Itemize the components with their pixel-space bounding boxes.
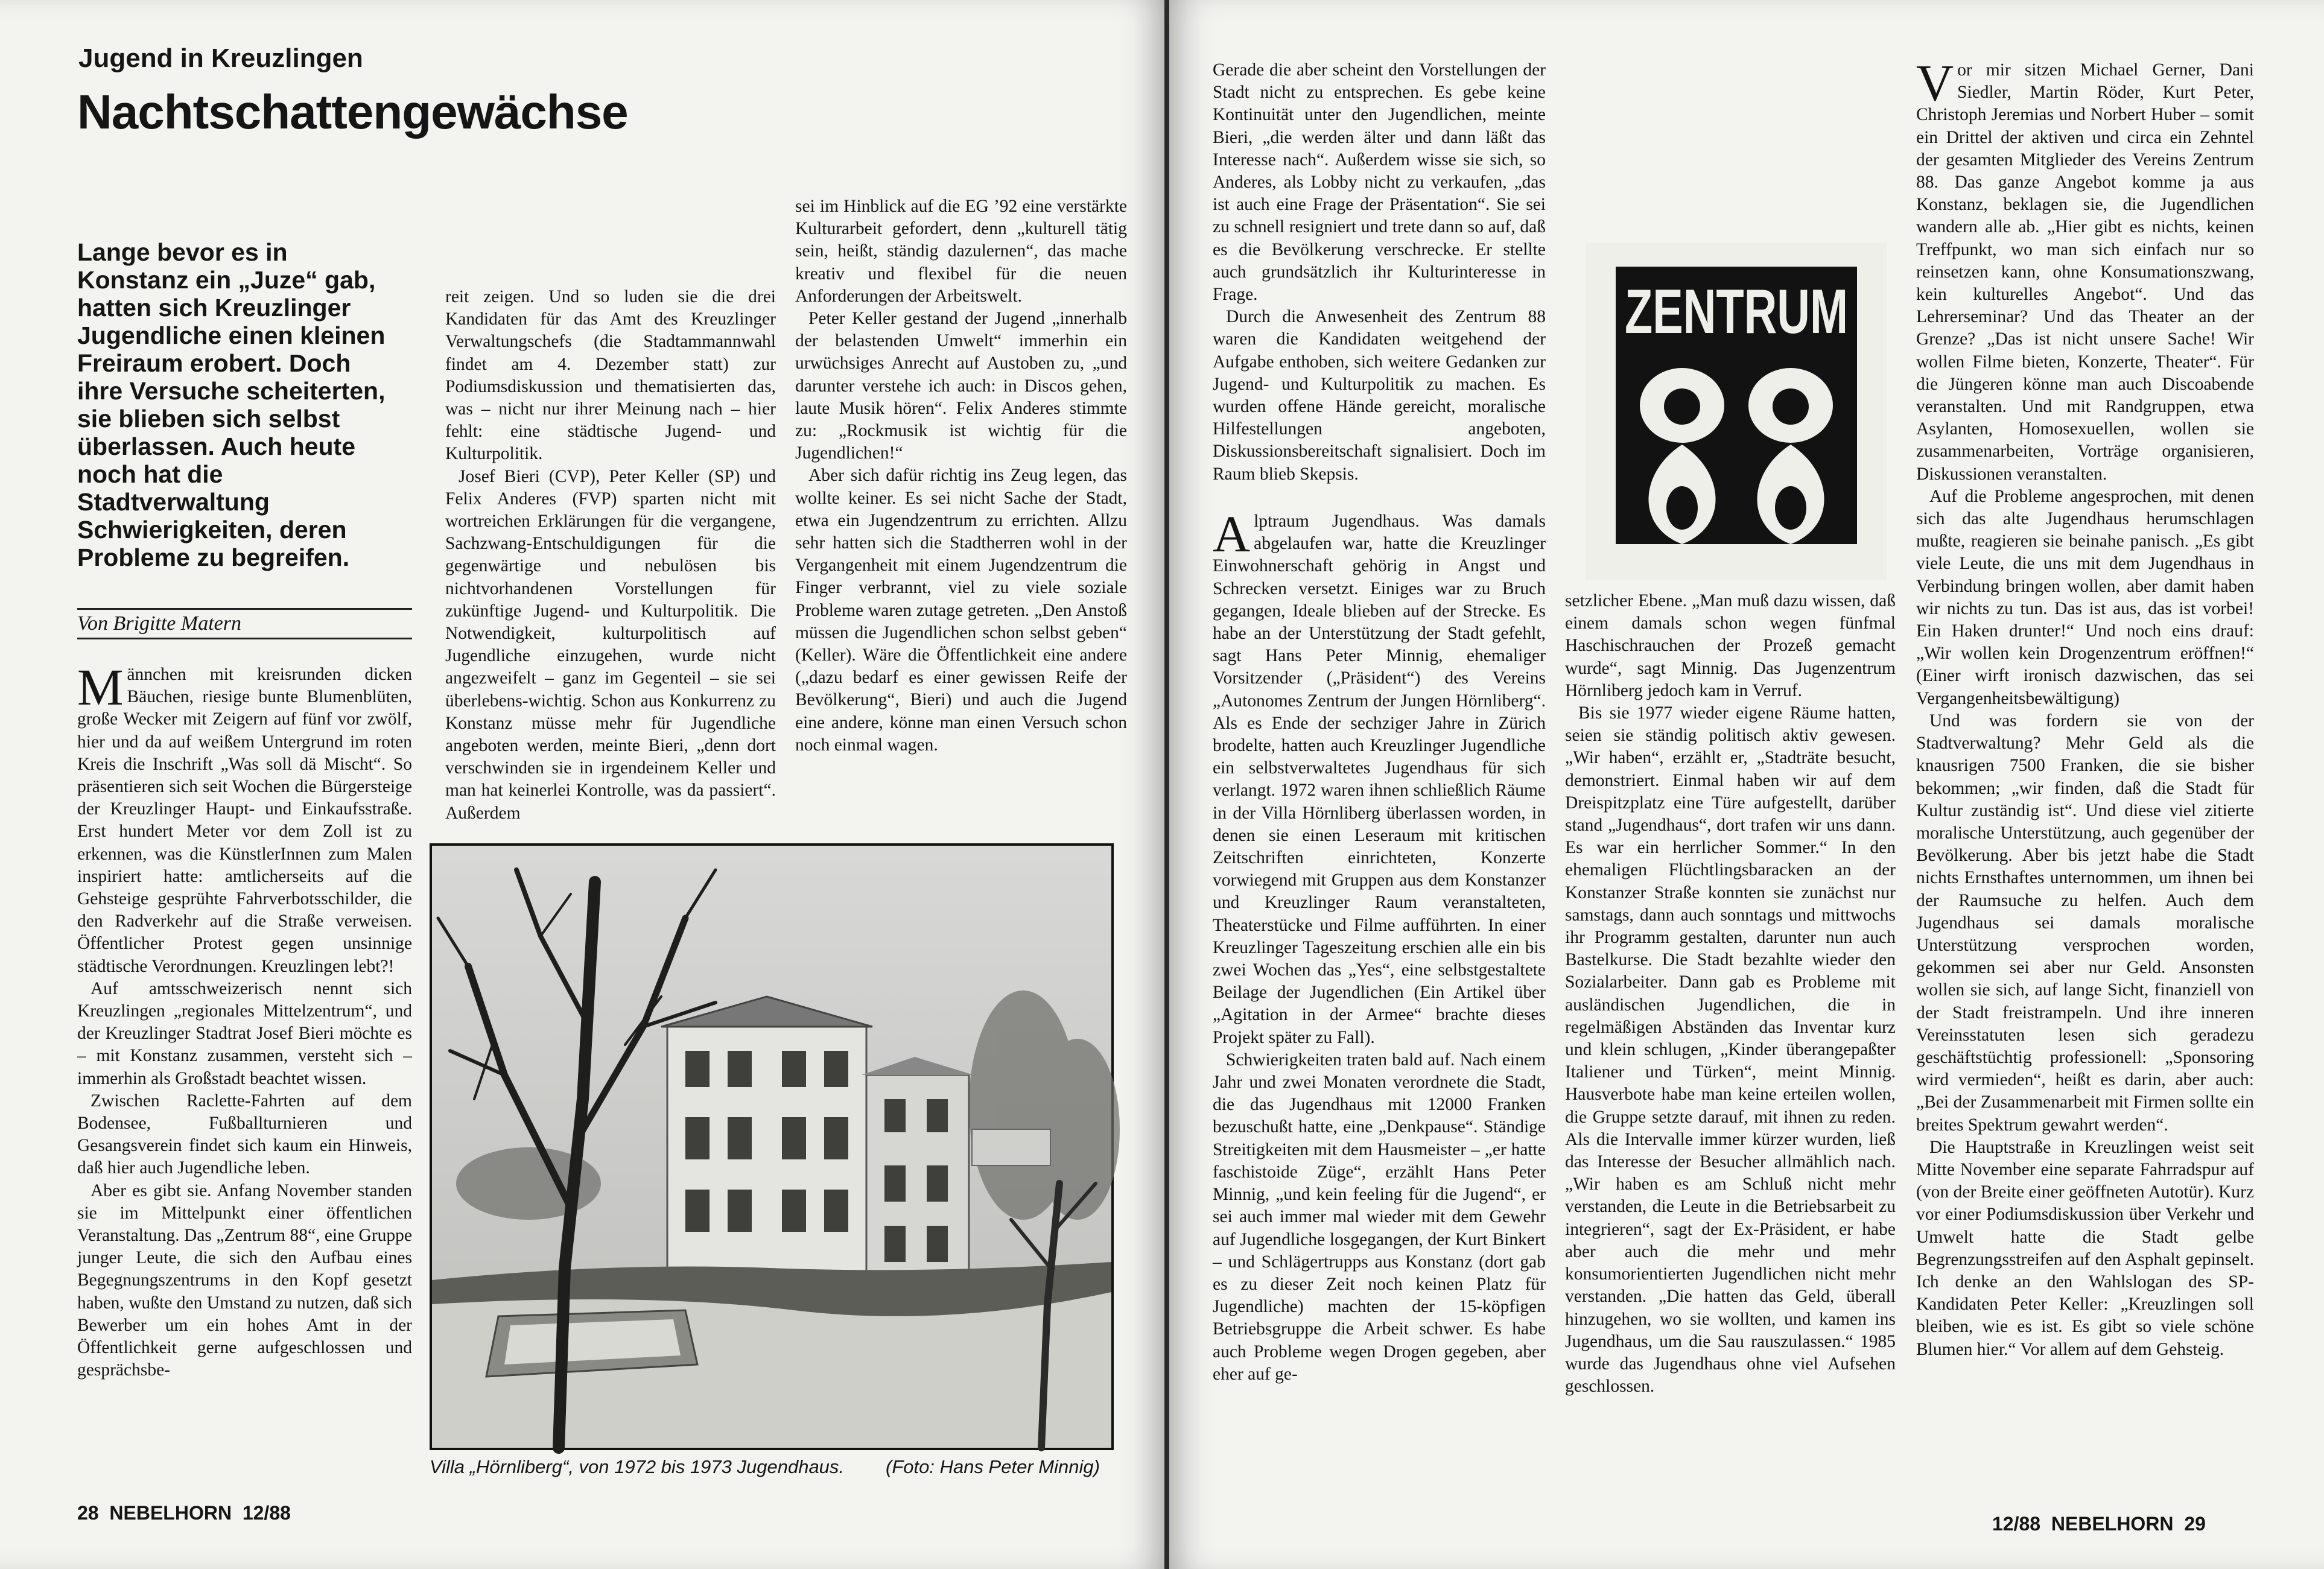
right-column-1-bottom	[1213, 505, 1546, 1386]
drop-cap: M	[77, 658, 124, 716]
paragraph: Zwischen Raclette-Fahrten auf dem Bodensee, Fußballturnieren und Gesangsverein findet sich kaum ein Hinweis, daß hier auch Jugendliche leben.	[77, 1091, 412, 1178]
logo-mark	[1586, 242, 1887, 580]
kicker: Jugend in Kreuzlingen	[78, 43, 363, 73]
left-column-2	[445, 286, 776, 825]
paragraph: Gerade die aber scheint den Vorstellungen der Stadt nicht zu entsprechen. Es gebe keine Kontinuität unter den Jugendlichen, meinte Bieri, „die werden älter und dann läßt das Interesse nach“. Außerdem wisse sie sich, so Anderes, als Lobby nicht zu verkaufen, „das ist auch eine Frage der Präsentation“. Sie sei zu schnell resigniert und trete dann so auf, daß es die Bevölkerung verschrecke. Er stellte auch grundsätzlich ihr Kulturinteresse in Frage.	[1213, 60, 1546, 305]
paragraph: Peter Keller gestand der Jugend „innerhalb der belastenden Umwelt“ immerhin ein urwüchsiges Anrecht auf Austoben zu, „und darunter verstehe ich auch: in Discos gehen, laute Musik hören“. Felix Anderes stimmte zu: „Rockmusik ist wichtig für die Jugendlichen!“	[795, 309, 1127, 463]
zentrum-88-logo	[1586, 242, 1887, 580]
byline: Von Brigitte Matern	[77, 608, 412, 639]
villa-illustration	[432, 846, 1111, 1448]
paragraph: Aber es gibt sie. Anfang November standen sie im Mittelpunkt einer öffentlichen Veranstaltung. Das „Zentrum 88“, eine Gruppe junger Leute, die sich den Aufbau eines Begegnungszentrums in den Kopf gesetzt haben, wußte den Umstand zu nutzen, daß sich Bewerber um ein hohes Amt in der Öffentlichkeit gerne aufgeschlossen und gesprächsbe-	[77, 1181, 412, 1380]
villa-photo	[430, 843, 1114, 1450]
right-column-3	[1916, 54, 2254, 1361]
right-column-1-top	[1213, 59, 1546, 486]
paragraph: Aber sich dafür richtig ins Zeug legen, das wollte keiner. Es sei nicht Sache der Stadt, etwa ein Jugendzentrum zu errichten. Allzu sehr hatten sich die Stadtherren wohl in der Vergangenheit mit einem Jugendzentrum die Finger verbrannt, viel zu viele soziale Probleme waren zutage getreten. „Den Anstoß müssen die Jugendlichen schon selbst geben“ (Keller). Wäre die Öffentlichkeit eine andere („dazu bedarf es einer gewissen Reife der Bevölkerung“, Bieri) und auch die Jugend eine andere, könne man einen Versuch schon noch einmal wagen.	[795, 466, 1127, 755]
right-page	[1169, 0, 2324, 1569]
headline: Nachtschattengewächse	[77, 85, 628, 139]
paragraph: reit zeigen. Und so luden sie die drei Kandidaten für das Amt des Kreuzlinger Verwaltungschefs (die Stadtammannwahl findet am 4. Dezember statt) zur Podiumsdiskussion und thematisierten das, was – nicht nur ihrer Meinung nach – hier fehlt: eine städtische Jugend- und Kulturpolitik.	[445, 287, 776, 464]
left-column-3	[795, 195, 1127, 756]
page-gutter	[1164, 0, 1169, 1569]
paragraph: Auf die Probleme angesprochen, mit denen sich das alte Jugendhaus herumschlagen mußte, reagieren sie beinahe panisch. „Es gibt viele Leute, die uns mit dem Jugendhaus in Verbindung bringen wollen, aber damit haben wir nichts zu tun. Das ist aus, das ist vorbei! Ein Haken drunter!“ Und noch eins drauf: „Wir wollen kein Drogenzentrum eröffnen!“ (Einer wirft ironisch dazwischen, das sei Vergangenheitsbewältigung)	[1916, 486, 2254, 708]
right-column-2	[1565, 590, 1896, 1398]
paragraph: Auf amtsschweizerisch nennt sich Kreuzlingen „regionales Mittelzentrum“, und der Kreuzlinger Stadtrat Josef Bieri möchte es – mit Konstanz zusammen, versteht sich – immerhin als Großstadt beachtet wissen.	[77, 978, 412, 1088]
paragraph: Durch die Anwesenheit des Zentrum 88 waren die Kandidaten weitgehend der Aufgabe enthoben, sich weitere Gedanken zur Jugend- und Kulturpolitik zu machen. Es wurden offene Hände gereicht, moralische Hilfestellungen angeboten, Diskussionsbereitschaft signalisiert. Doch im Raum blieb Skepsis.	[1213, 307, 1546, 484]
paragraph: Die Hauptstraße in Kreuzlingen weist seit Mitte November eine separate Fahrradspur auf (von der Breite einer geöffneten Autotür). Kurz vor einer Podiumsdiskussion über Verkehr und Umwelt hatte die Stadt gelbe Begrenzungsstreifen auf den Asphalt gepinselt. Ich denke an den Wahlslogan des SP-Kandidaten Peter Keller: „Kreuzlingen soll bleiben, wie es ist. Es gibt so viele schöne Blumen hier.“ Vor allem auf dem Gehsteig.	[1916, 1137, 2254, 1359]
paragraph: Männchen mit kreisrunden dicken Bäuchen, riesige bunte Blumenblüten, große Wecker mit Zeigern auf fünf vor zwölf, hier und da auf weißem Untergrund im roten Kreis die Inschrift „Was soll dä Mischt“. So präsentieren sich seit Wochen die Bürgersteige der Kreuzlinger Haupt- und Einkaufsstraße. Erst hundert Meter vor dem Zoll ist zu erkennen, was die KünstlerInnen zum Malen inspiriert hatte: amtlicherseits auf die Gehsteige gesprühte Fahrverbotsschilder, die den Radverkehr auf die Straße verweisen. Öffentlicher Protest gegen unsinnige städtische Verordnungen. Kreuzlingen lebt?!	[77, 658, 412, 976]
paragraph: Schwierigkeiten traten bald auf. Nach einem Jahr und zwei Monaten verordnete die Stadt, die das Jugendhaus mit 12000 Franken bezuschußt hatte, eine „Denkpause“. Ständige Streitigkeiten mit dem Hausmeister – „er hatte faschistoide Züge“, erzählt Hans Peter Minnig, „und kein feeling für die Jugend“, er sei auch immer mal wieder mit dem Gewehr auf Jugendliche losgegangen, der Kurt Binkert – und Schlägertrupps aus Konstanz (dort gab es zu dieser Zeit noch keinen Platz für Jugendliche) machten der 15-köpfigen Betriebsgruppe die Arbeit schwer. Es habe auch Probleme wegen Drogen gegeben, aber eher auf ge-	[1213, 1050, 1546, 1384]
lead-paragraph: Lange bevor es in Konstanz ein „Juze“ gab, hatten sich Kreuzlinger Jugendliche einen kleinen Freiraum erobert. Doch ihre Versuche scheiterten, sie blieben sich selbst überlassen. Auch heute noch hat die Stadtverwaltung Schwierigkeiten, deren Probleme zu begreifen.	[77, 238, 386, 571]
left-column-1	[77, 658, 412, 1382]
paragraph: setzlicher Ebene. „Man muß dazu wissen, daß einem damals schon wegen fünfmal Haschischrauchen der Prozeß gemacht wurde“, sagt Minnig. Das Jugenzentrum Hörnliberg jedoch kam in Verruf.	[1565, 591, 1896, 700]
paragraph: Bis sie 1977 wieder eigene Räume hatten, seien sie ständig politisch aktiv gewesen. „Wir haben“, erzählt er, „Stadträte besucht, demonstriert. Einmal haben wir auf dem Dreispitzplatz eine Türe aufgestellt, darüber stand „Jugendhaus“, dort trafen wir uns dann. Es war ein herrlicher Sommer.“ In den ehemaligen Flüchtlingsbaracken an der Konstanzer Straße konnten sie zunächst nur samstags, dann auch sonntags und mittwochs ihr Programm gestalten, darunter nun auch Bastelkurse. Die Stadt bezahlte wieder den Sozialarbeiter. Dann gab es Probleme mit ausländischen Jugendlichen, die in regelmäßigen Abständen das Inventar kurz und klein schlugen, „Kinder überangepaßter Italiener und Türken“, meint Minnig. Hausverbote habe man keine erteilen wollen, die Gruppe setzte darauf, mit ihnen zu reden. Als die Intervalle immer kürzer wurden, ließ das Interesse der Besucher allmählich nach. „Wir haben es am Schluß nicht mehr verstanden, die Leute in die Betriebsarbeit zu integrieren“, sagt der Ex-Präsident, er habe aber auch die mehr und mehr konsumorientierten Jugendlichen nicht mehr verstanden. „Die hatten das Geld, überall hinzugehen, wo sie wollten, und kamen ins Jugendhaus, um die Sau rauszulassen.“ 1985 wurde das Jugendhaus ohne viel Aufsehen geschlossen.	[1565, 703, 1896, 1396]
photo-caption: Villa „Hörnliberg“, von 1972 bis 1973 Jugendhaus.	[430, 1456, 845, 1477]
page-folio-left: 28 NEBELHORN 12/88	[77, 1502, 291, 1524]
paragraph: sei im Hinblick auf die EG ’92 eine verstärkte Kulturarbeit gefordert, denn „kulturell tätig sein, heißt, ständig dazulernen“, das mache kreativ und flexibel für die neuen Anforderungen der Arbeitswelt.	[795, 197, 1127, 306]
drop-cap: V	[1916, 54, 1954, 112]
page-folio-right: 12/88 NEBELHORN 29	[1992, 1513, 2206, 1535]
photo-credit: (Foto: Hans Peter Minnig)	[886, 1456, 1100, 1477]
paragraph: Vor mir sitzen Michael Gerner, Dani Siedler, Martin Röder, Kurt Peter, Christoph Jeremias und Norbert Huber – somit ein Drittel der aktiven und circa ein Zehntel der gesamten Mitglieder des Vereins Zentrum 88. Das ganze Angebot komme ja aus Konstanz, beklagen sie, die Jugendlichen wandern alle ab. „Hier gibt es nichts, keinen Treffpunkt, wo man sich einfach nur so reinsetzen kann, ohne Konsumationszwang, kein kulturelles Angebot“. Und das Lehrerseminar? Und das Theater an der Grenze? „Das ist nicht unsere Sache! Wir wollen Filme bieten, Konzerte, Theater“. Für die Jüngeren könne man auch Discoabende veranstalten. Und mit Randgruppen, etwa Asylanten, Homosexuellen, wollen sie zusammenarbeiten, Vorträge organisieren, Diskussionen veranstalten.	[1916, 54, 2254, 484]
paragraph: Und was fordern sie von der Stadtverwaltung? Mehr Geld als die knausrigen 7500 Franken, die sie bisher bekommen; „wir finden, daß die Stadt für Kultur zuständig ist“. Und diese viel zitierte moralische Unterstützung, auch gegenüber der Bevölkerung. Aber bis jetzt habe die Stadt nichts Ernsthaftes unternommen, um ihnen bei der Raumsuche zu helfen. Auch dem Jugendhaus sei damals moralische Unterstützung versprochen worden, gekommen sei aber nur Geld. Ansonsten wollen sie sich, auf lange Sicht, finanziell von der Stadt freistrampeln. Und ihre inneren Vereinsstatuten lesen sich geradezu geschäftstüchtig professionell: „Sponsoring wird vermieden“, heißt es darin, aber auch: „Bei der Zusammenarbeit mit Firmen sollte ein breites Spektrum gewahrt werden“.	[1916, 711, 2254, 1135]
paragraph: Josef Bieri (CVP), Peter Keller (SP) und Felix Anderes (FVP) sparten nicht mit wortreichen Erklärungen für die vergangene, Sachzwang-Entschuldigungen für die gegenwärtige und nebulösen bis nichtvorhandenen Vorstellungen für zukünftige Jugend- und Kulturpolitik. Die Notwendigkeit, kulturpolitisch auf Jugendliche einzugehen, wurde nicht angezweifelt – ganz im Gegenteil – sie sei überlebens-wichtig. Schon aus Konkurrenz zu Konstanz müsse mehr für Jugendliche angeboten werden, meinte Bieri, „denn dort verschwinden sie in irgendeinem Keller und man hat keinerlei Kontrolle, was da passiert“. Außerdem	[445, 466, 776, 823]
logo-word: ZENTRUM	[1625, 277, 1848, 347]
paragraph: Alptraum Jugendhaus. Was damals abgelaufen war, hatte die Kreuzlinger Einwohnerschaft gehörig in Angst und Schrecken versetzt. Einiges war zu Bruch gegangen, Ideale blieben auf der Strecke. Es habe an der Unterstützung der Stadt gefehlt, sagt Hans Peter Minnig, ehemaliger Vorsitzender („Präsident“) des Vereins „Autonomes Zentrum der Jungen Hörnliberg“. Als es Ende der sechziger Jahre in Zürich brodelte, hatten auch Kreuzlinger Jugendliche ein selbstverwaltetes Jugendhaus für sich verlangt. 1972 waren ihnen schließlich Räume in der Villa Hörnliberg überlassen worden, in denen sie einen Leseraum mit kritischen Zeitschriften einrichteten, Konzerte vorwiegend mit Gruppen aus dem Konstanzer und Kreuzlinger Raum veranstalteten, Theaterstücke und Filme aufführten. In einer Kreuzlinger Tageszeitung erschien alle ein bis zwei Wochen das „Yes“, eine selbstgestaltete Beilage der Jugendlichen (Ein Artikel über „Agitation in der Armee“ brachte dieses Projekt später zu Fall).	[1213, 505, 1546, 1047]
drop-cap: A	[1213, 505, 1251, 563]
